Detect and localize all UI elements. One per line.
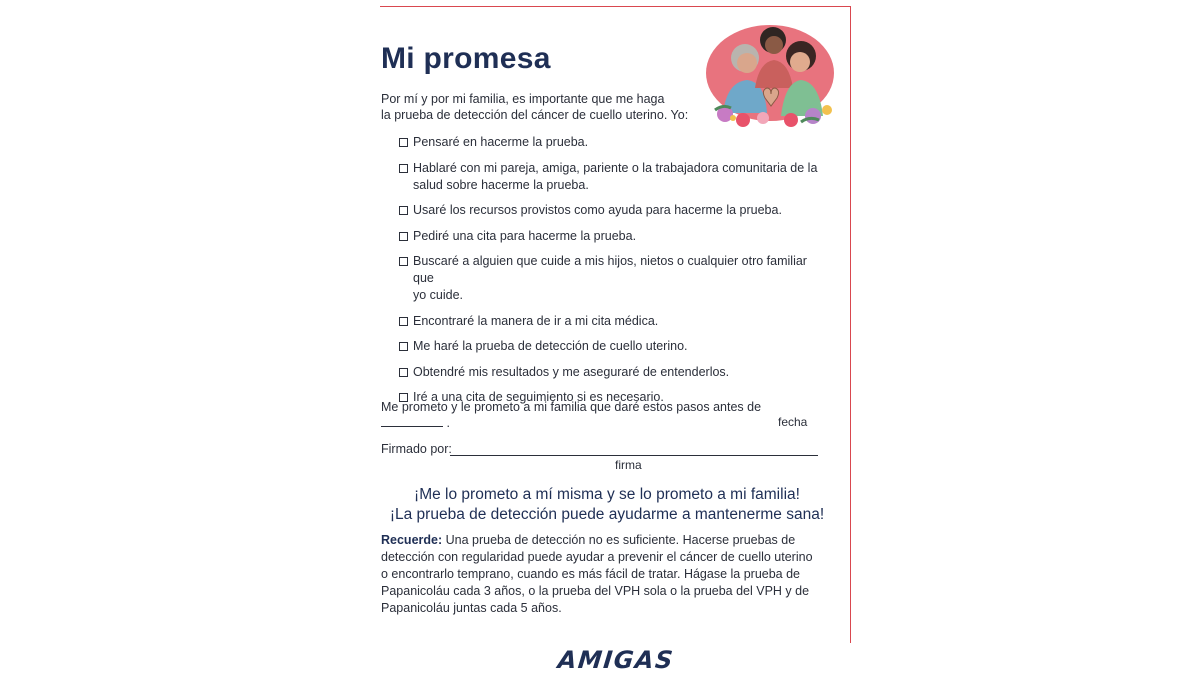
checklist-item-text: Me haré la prueba de detección de cuello uterino. xyxy=(413,339,688,353)
checklist-item[interactable] xyxy=(398,134,818,151)
checklist-item[interactable] xyxy=(398,160,818,194)
checklist-item[interactable] xyxy=(398,228,818,245)
checkbox-icon[interactable] xyxy=(399,232,408,241)
signature-label: Firmado por: xyxy=(381,442,452,456)
checklist-item-text-cont: yo cuide. xyxy=(413,288,464,302)
checklist-item-text: Encontraré la manera de ir a mi cita médica. xyxy=(413,313,659,328)
intro-line-2: la prueba de detección del cáncer de cuello uterino. Yo: xyxy=(381,108,689,122)
date-label: fecha xyxy=(778,415,808,429)
checklist-item-text: Iré a una cita de seguimiento si es necesario. xyxy=(413,390,664,404)
checklist-item[interactable] xyxy=(398,364,818,381)
intro-line-1: Por mí y por mi familia, es importante que me haga xyxy=(381,92,665,106)
reminder-note xyxy=(381,532,821,617)
checklist-item[interactable] xyxy=(398,313,818,330)
checklist-item-text: Obtendré mis resultados y me aseguraré de entenderlos. xyxy=(413,364,730,379)
reminder-text: Una prueba de detección no es suficiente. Hacerse pruebas de detección con regularidad puede ayudar a prevenir el cáncer de cuello uterino o encontrarlo temprano, cuando es más fácil de tratar. Hágase la prueba de Papanicoláu cada 3 años, o la prueba del VPH sola o la prueba del VPH y de Papanicoláu juntas cada 5 años. xyxy=(381,533,813,615)
intro-text xyxy=(381,91,701,123)
checkbox-icon[interactable] xyxy=(399,317,408,326)
checklist-item[interactable] xyxy=(398,202,818,219)
checkbox-icon[interactable] xyxy=(399,257,408,266)
promise-line-2: ¡La prueba de detección puede ayudarme a mantenerme sana! xyxy=(389,506,825,523)
promise-line-1: ¡Me lo prometo a mí misma y se lo prometo a mi familia! xyxy=(414,486,800,503)
pledge-text: Me prometo y le prometo a mi familia que daré estos pasos antes de xyxy=(381,400,762,414)
checkbox-icon[interactable] xyxy=(399,164,408,173)
amigas-logo: AMIGAS xyxy=(556,646,676,674)
pledge-statement xyxy=(381,399,821,431)
checkbox-icon[interactable] xyxy=(399,342,408,351)
checklist-item-text: Buscaré a alguien que cuide a mis hijos, nietos o cualquier otro familiar que xyxy=(413,254,807,285)
checklist-item-text: Pensaré en hacerme la prueba. xyxy=(413,135,589,149)
pledge-checklist xyxy=(398,134,818,406)
signature-caption: firma xyxy=(615,458,642,472)
checklist-item-text: Usaré los recursos provistos como ayuda para hacerme la prueba. xyxy=(413,203,782,217)
checklist-item[interactable] xyxy=(398,338,818,355)
checkbox-icon[interactable] xyxy=(399,206,408,215)
reminder-label: Recuerde: xyxy=(381,533,443,547)
checklist-item-text: Pediré una cita para hacerme la prueba. xyxy=(413,228,637,243)
checklist-item[interactable] xyxy=(398,253,818,304)
date-blank[interactable] xyxy=(381,415,443,427)
checkbox-icon[interactable] xyxy=(399,368,408,377)
signature-line[interactable] xyxy=(450,455,818,456)
checkbox-icon[interactable] xyxy=(399,138,408,147)
checklist-item-text-cont: salud sobre hacerme la prueba. xyxy=(413,177,589,192)
page-title: Mi promesa xyxy=(381,42,551,75)
three-women-illustration xyxy=(703,18,838,130)
checklist-item-text: Hablaré con mi pareja, amiga, pariente o la trabajadora comunitaria de la xyxy=(413,160,818,175)
promise-heading xyxy=(381,485,833,525)
pledge-end: . xyxy=(446,416,450,430)
